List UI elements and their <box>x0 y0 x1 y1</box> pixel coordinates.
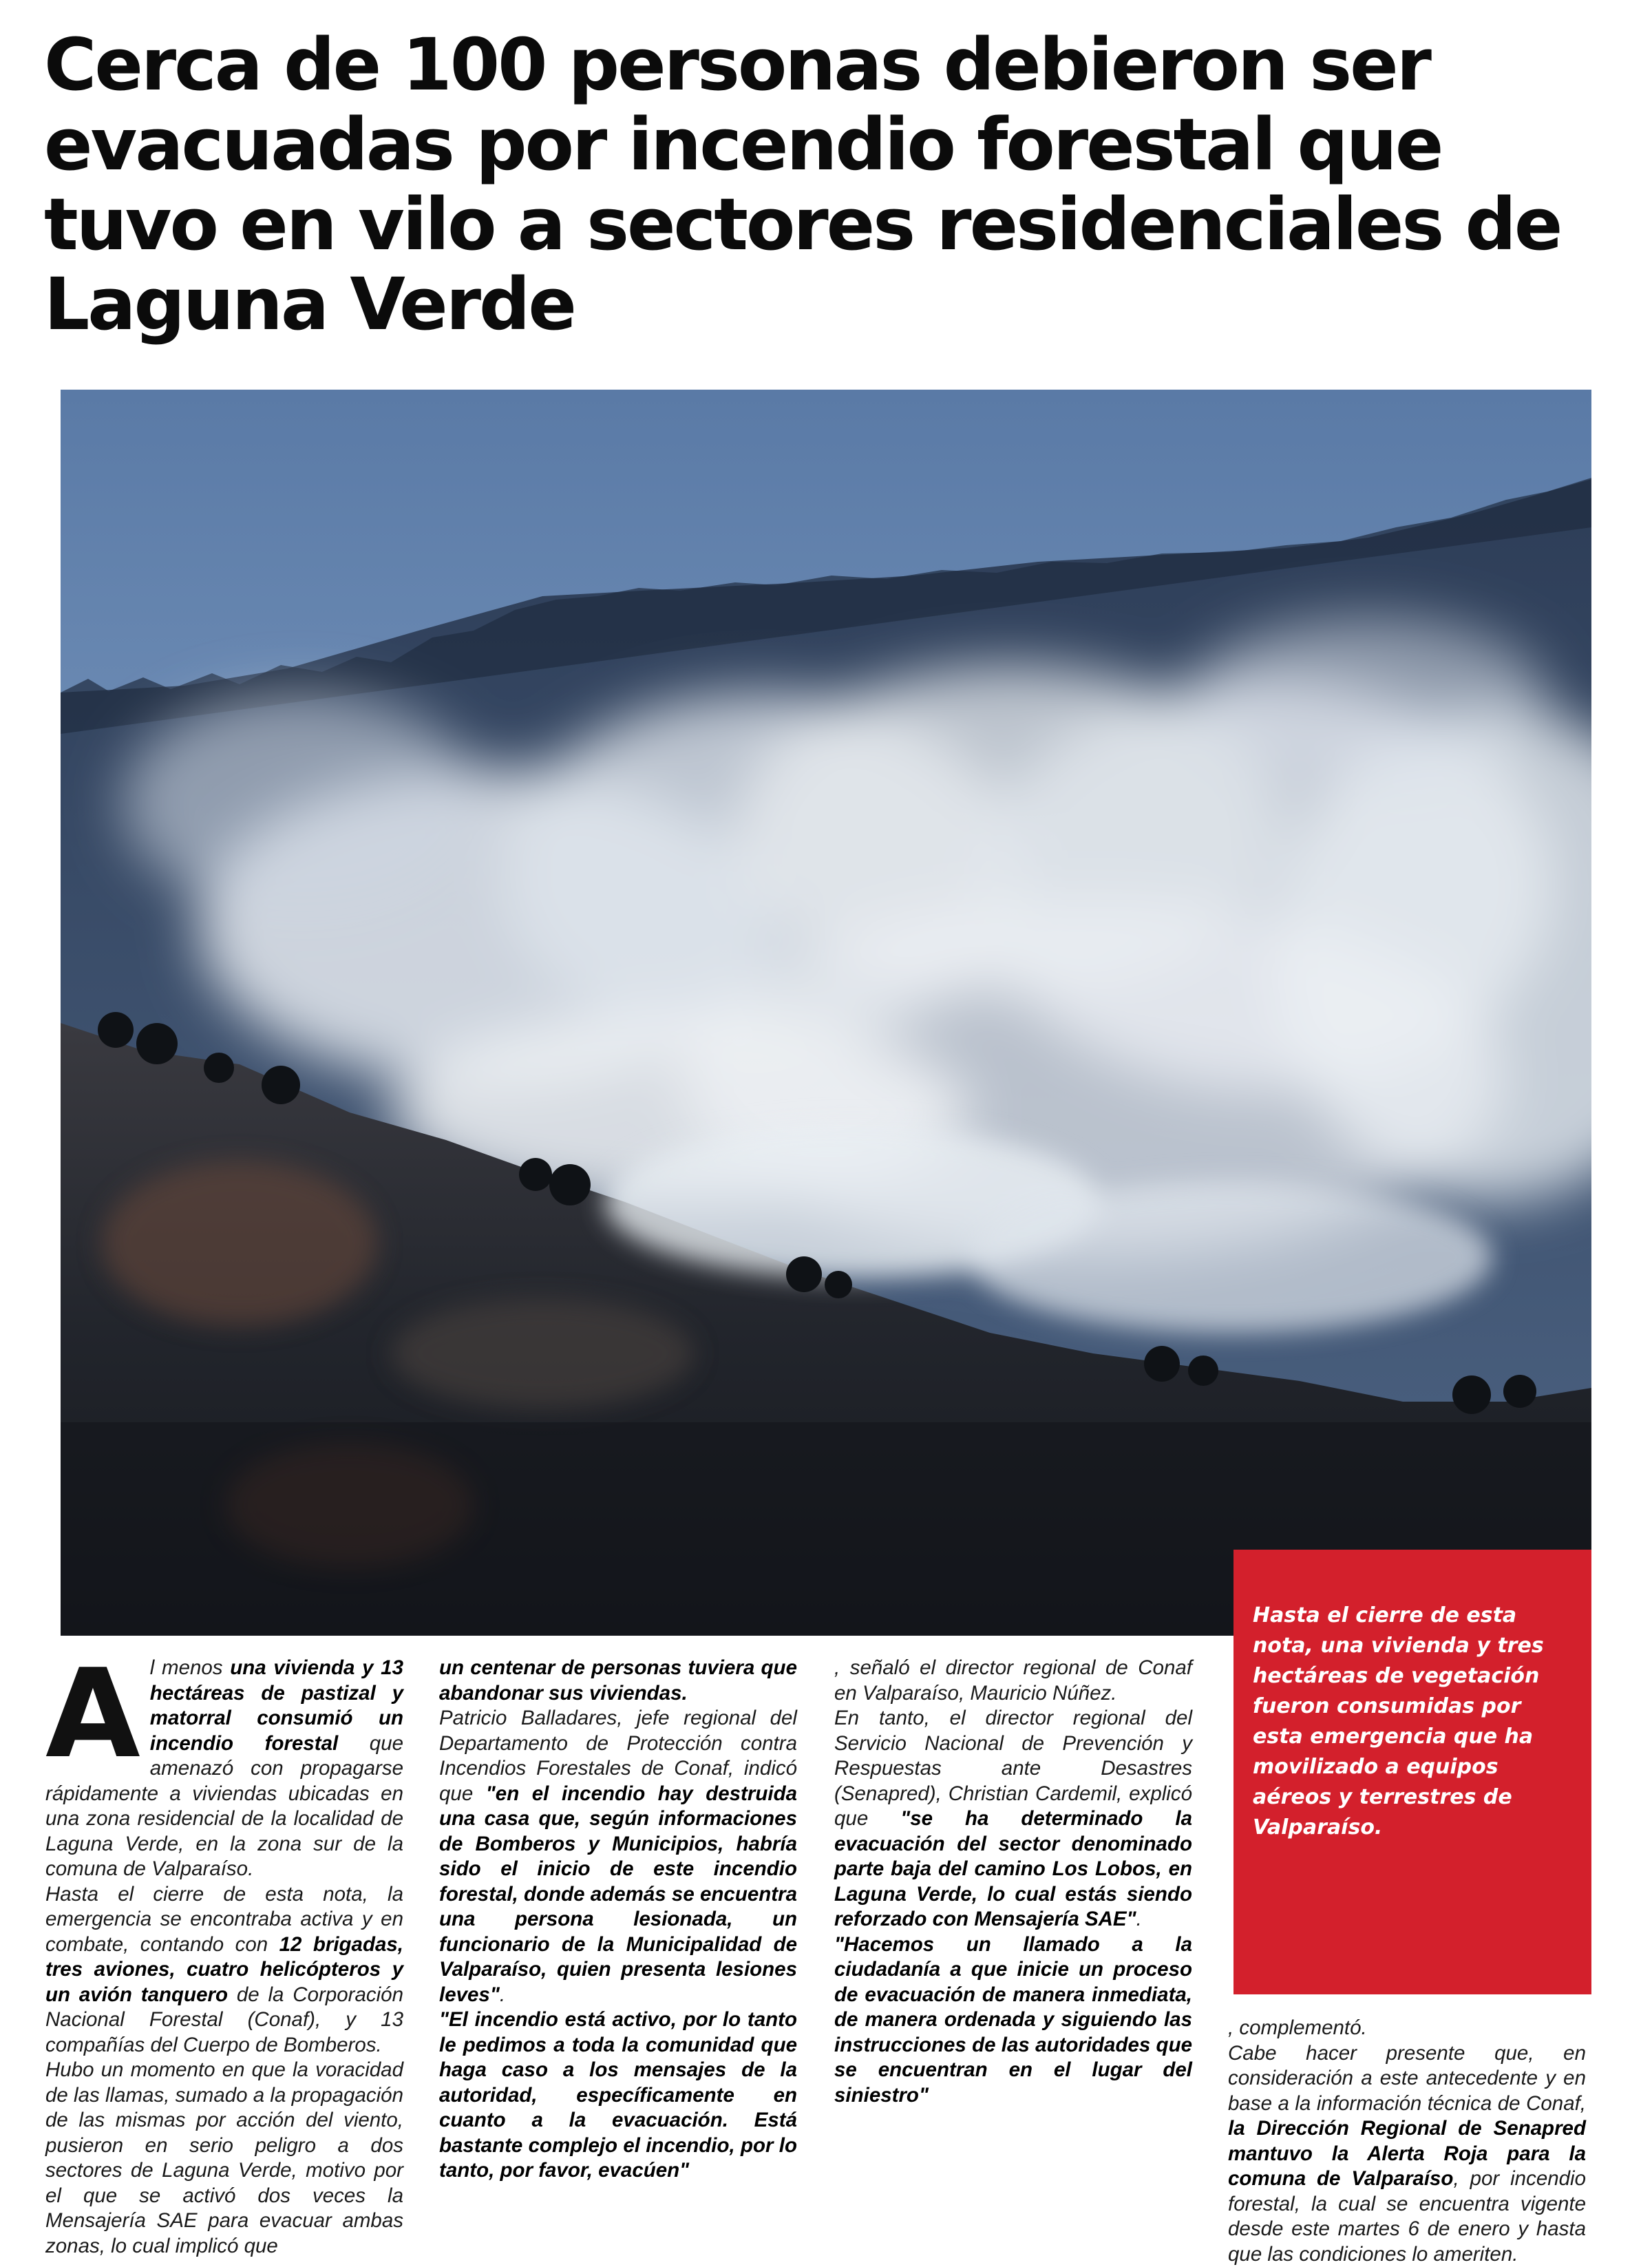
paragraph-appeal-end <box>1228 2016 1586 2041</box>
alert-emphasis: la Dirección Regional de Senapred mantuvo la Alerta Roja para la comuna de Valparaíso <box>1228 2117 1586 2190</box>
wildfire-smoke-photo <box>61 390 1591 1636</box>
hillside-smoke-illustration <box>61 390 1591 1636</box>
lead-text: l menos <box>150 1656 230 1679</box>
paragraph-voracity <box>45 2058 403 2259</box>
article-column-1 <box>45 1656 403 2259</box>
paragraph-nunez-quote <box>439 2007 797 2184</box>
highlight-callout <box>1233 1550 1591 1994</box>
balladares-end: . <box>500 1983 505 2006</box>
lead-emphasis: una vivienda y 13 hectáreas de pastizal y matorral consumió un incendio forestal <box>150 1656 403 1755</box>
article-column-2 <box>439 1656 797 2184</box>
paragraph-balladares <box>439 1706 797 2007</box>
appeal-quote: "Hacemos un llamado a la ciudadanía a que inicie un proceso de evacuación de manera inmediata, de manera ordenada y siguiendo las instrucciones de las autoridades que se encuentran en el lugar del siniestro" <box>834 1933 1192 2107</box>
cardemil-text: En tanto, el director regional del Servicio Nacional de Prevención y Respuestas ante Desastres (Senapred), Christian Cardemil, explicó que <box>834 1707 1192 1830</box>
balladares-quote: "en el incendio hay destruida una casa que, según informaciones de Bomberos y Municipios, habría sido el inicio de este incendio forestal, donde además se encuentra una persona lesionada, un funcionario de la Municipalidad de Valparaíso, quien presenta lesiones leves" <box>439 1782 797 2006</box>
cardemil-quote: "se ha determinado la evacuación del sector denominado parte baja del camino Los Lobos, en Laguna Verde, lo cual estás siendo reforzado con Mensajería SAE" <box>834 1807 1192 1930</box>
article-column-4 <box>1228 2016 1586 2267</box>
alert-text-end: , por incendio forestal, la cual se encuentra vigente desde este martes 6 de enero y hasta que las condiciones lo ameriten. <box>1228 2167 1586 2266</box>
paragraph-nunez-attribution <box>834 1656 1192 1706</box>
nunez-attribution: , señaló el director regional de Conaf en Valparaíso, Mauricio Núñez. <box>834 1656 1192 1705</box>
paragraph-cardemil <box>834 1706 1192 1932</box>
appeal-attribution: , complementó. <box>1228 2016 1367 2039</box>
resources-emphasis: 12 brigadas, tres aviones, cuatro helicópteros y un avión tanquero <box>45 1933 403 2006</box>
lead-text-end: que amenazó con propagarse rápidamente a viviendas ubicadas en una zona residencial de la localidad de Laguna Verde, en la zona sur de la comuna de Valparaíso. <box>45 1732 403 1881</box>
paragraph-resources <box>45 1882 403 2058</box>
paragraph-alert <box>1228 2041 1586 2267</box>
callout-text: Hasta el cierre de esta nota, una vivienda y tres hectáreas de vegetación fueron consumidas por esta emergencia que ha movilizado a equipos aéreos y terrestres de Valparaíso. <box>1253 1601 1564 1843</box>
article-headline: Cerca de 100 personas debieron ser evacuadas por incendio forestal que tuvo en vilo a sectores residenciales de Laguna Verde <box>44 25 1627 344</box>
cardemil-end: . <box>1136 1908 1142 1930</box>
paragraph-appeal <box>834 1932 1192 2109</box>
paragraph-evacuation <box>439 1656 797 1706</box>
evacuation-emphasis: un centenar de personas tuviera que abandonar sus viviendas. <box>439 1656 797 1705</box>
balladares-text: Patricio Balladares, jefe regional del Departamento de Protección contra Incendios Forestales de Conaf, indicó que <box>439 1707 797 1805</box>
nunez-quote: "El incendio está activo, por lo tanto le pedimos a toda la comunidad que haga caso a los mensajes de la autoridad, específicamente en cuanto a la evacuación. Está bastante complejo el incendio, por lo tanto, por favor, evacúen" <box>439 2008 797 2182</box>
article-column-3 <box>834 1656 1192 2108</box>
resources-text-end: de la Corporación Nacional Forestal (Conaf), y 13 compañías del Cuerpo de Bomberos. <box>45 1983 403 2056</box>
voracity-text: Hubo un momento en que la voracidad de las llamas, sumado a la propagación de las mismas por acción del viento, pusieron en serio peligro a dos sectores de Laguna Verde, motivo por el que se activó dos veces la Mensajería SAE para evacuar ambas zonas, lo cual implicó que <box>45 2058 403 2257</box>
drop-cap: A <box>45 1658 140 1766</box>
alert-text: Cabe hacer presente que, en consideración a este antecedente y en base a la información técnica de Conaf, <box>1228 2042 1586 2115</box>
resources-text: Hasta el cierre de esta nota, la emergencia se encontraba activa y en combate, contando con <box>45 1883 403 1956</box>
